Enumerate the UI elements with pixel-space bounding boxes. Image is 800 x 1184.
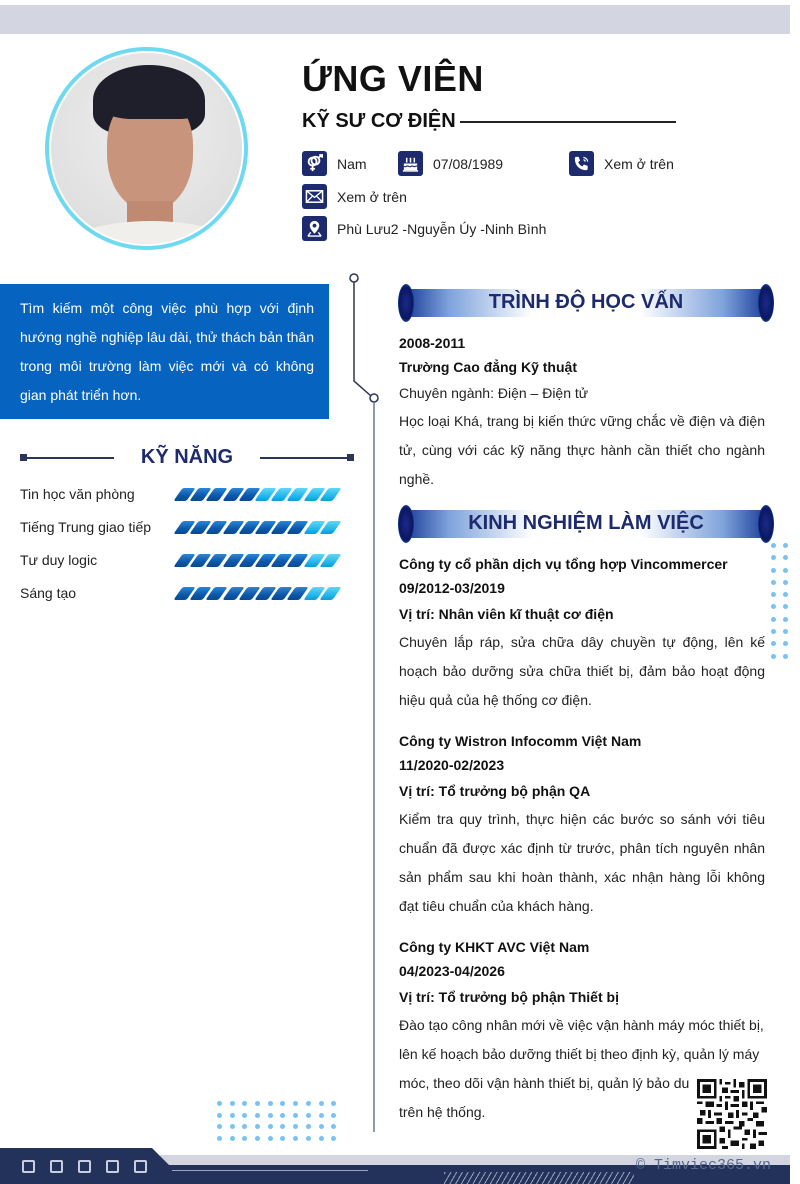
skills-title: KỸ NĂNG (140, 446, 234, 468)
timeline-connector (340, 268, 390, 1138)
skills-header (20, 444, 354, 472)
job-company: Công ty cổ phần dịch vụ tổng hợp Vincommercer (399, 556, 728, 572)
square-icon (134, 1160, 147, 1173)
job-period: 11/2020-02/2023 (399, 757, 505, 773)
education-description: Học loại Khá, trang bị kiến thức vững chắc về điện và điện tử, cùng với các kỹ năng thực hành cần thiết cho ngành nghề. (399, 413, 765, 487)
skill-level-bar (178, 521, 337, 534)
education-header (398, 284, 774, 322)
skill-label: Tư duy logic (20, 552, 98, 568)
education-major: Chuyên ngành: Điện – Điện tử (399, 385, 589, 401)
phone-value: Xem ở trên (604, 155, 674, 172)
location-pin-icon (302, 216, 327, 241)
skill-label: Tiếng Trung giao tiếp (20, 519, 152, 535)
birthday-cake-icon (398, 151, 423, 176)
skill-row (20, 582, 350, 604)
skill-label: Sáng tạo (20, 585, 77, 601)
contact-birthday (398, 151, 503, 176)
job-position: Vị trí: Tổ trưởng bộ phận Thiết bị (399, 989, 619, 1005)
experience-title: KINH NGHIỆM LÀM VIỆC (468, 512, 704, 534)
address-value: Phù Lưu2 -Nguyễn Úy -Ninh Bình (337, 220, 547, 237)
qr-code (697, 1079, 767, 1149)
skill-row (20, 549, 350, 571)
mail-icon (302, 184, 327, 209)
job-position: Vị trí: Nhân viên kĩ thuật cơ điện (399, 606, 614, 622)
top-banner (0, 5, 790, 34)
skill-row (20, 516, 350, 538)
job-description: Chuyên lắp ráp, sửa chữa dây chuyền tự động, lên kế hoạch bảo dưỡng sửa chữa thiết bị, đảm bảo hoạt động hiệu quả của hệ thống cơ điện. (399, 634, 765, 708)
job-company: Công ty Wistron Infocomm Việt Nam (399, 733, 642, 749)
job-company: Công ty KHKT AVC Việt Nam (399, 939, 590, 955)
skill-row (20, 483, 350, 505)
experience-header (398, 505, 774, 543)
career-objective: Tìm kiếm một công việc phù hợp với định hướng nghề nghiệp lâu dài, thử thách bản thân trong môi trường làm việc mới và có không gian phát triển hơn. (0, 284, 329, 419)
skill-level-bar (178, 587, 337, 600)
job-position: Vị trí: Tổ trưởng bộ phận QA (399, 783, 591, 799)
job-title: KỸ SƯ CƠ ĐIỆN (302, 110, 456, 132)
contact-phone (569, 151, 674, 176)
skill-level-bar (178, 488, 337, 501)
skill-label: Tin học văn phòng (20, 486, 135, 502)
gender-icon (302, 151, 327, 176)
education-title: TRÌNH ĐỘ HỌC VẤN (488, 291, 684, 313)
birthday-value: 07/08/1989 (433, 155, 504, 172)
square-icon (50, 1160, 63, 1173)
contact-email (302, 184, 407, 209)
avatar-photo (51, 53, 242, 244)
job-period: 09/2012-03/2019 (399, 580, 505, 596)
job-description: Đào tạo công nhân mới về việc vận hành máy móc thiết bị, lên kế hoạch bảo dưỡng thiết bị theo định kỳ, quản lý máy móc, theo dõi vận hành thiết bị, quản lý bảo du trên hệ thống. (399, 1017, 764, 1120)
skill-level-bar (178, 554, 337, 567)
job-period: 04/2023-04/2026 (399, 963, 505, 979)
avatar-frame (45, 47, 248, 250)
email-value: Xem ở trên (337, 188, 407, 205)
dot-pattern-right (771, 543, 788, 659)
education-school: Trường Cao đẳng Kỹ thuật (399, 359, 577, 375)
square-icon (22, 1160, 35, 1173)
contact-gender (302, 151, 367, 176)
candidate-name: ỨNG VIÊN (302, 58, 484, 99)
footer (0, 1148, 800, 1184)
education-period: 2008-2011 (399, 335, 466, 351)
dot-pattern-bottom (217, 1101, 336, 1141)
square-icon (106, 1160, 119, 1173)
square-icon (78, 1160, 91, 1173)
copyright-watermark: © Timviec365.vn (636, 1157, 772, 1174)
phone-icon (569, 151, 594, 176)
job-description: Kiểm tra quy trình, thực hiện các bước so sánh với tiêu chuẩn đã được xác định từ trước, phân tích nguyên nhân sản phẩm sau khi hoàn thành, xác nhận hàng lỗi không đạt tiêu chuẩn của khách hàng. (399, 811, 765, 914)
gender-value: Nam (337, 155, 367, 172)
contact-address (302, 216, 546, 241)
title-divider (460, 121, 676, 123)
hatch-pattern (444, 1172, 634, 1184)
footer-squares (22, 1160, 147, 1173)
